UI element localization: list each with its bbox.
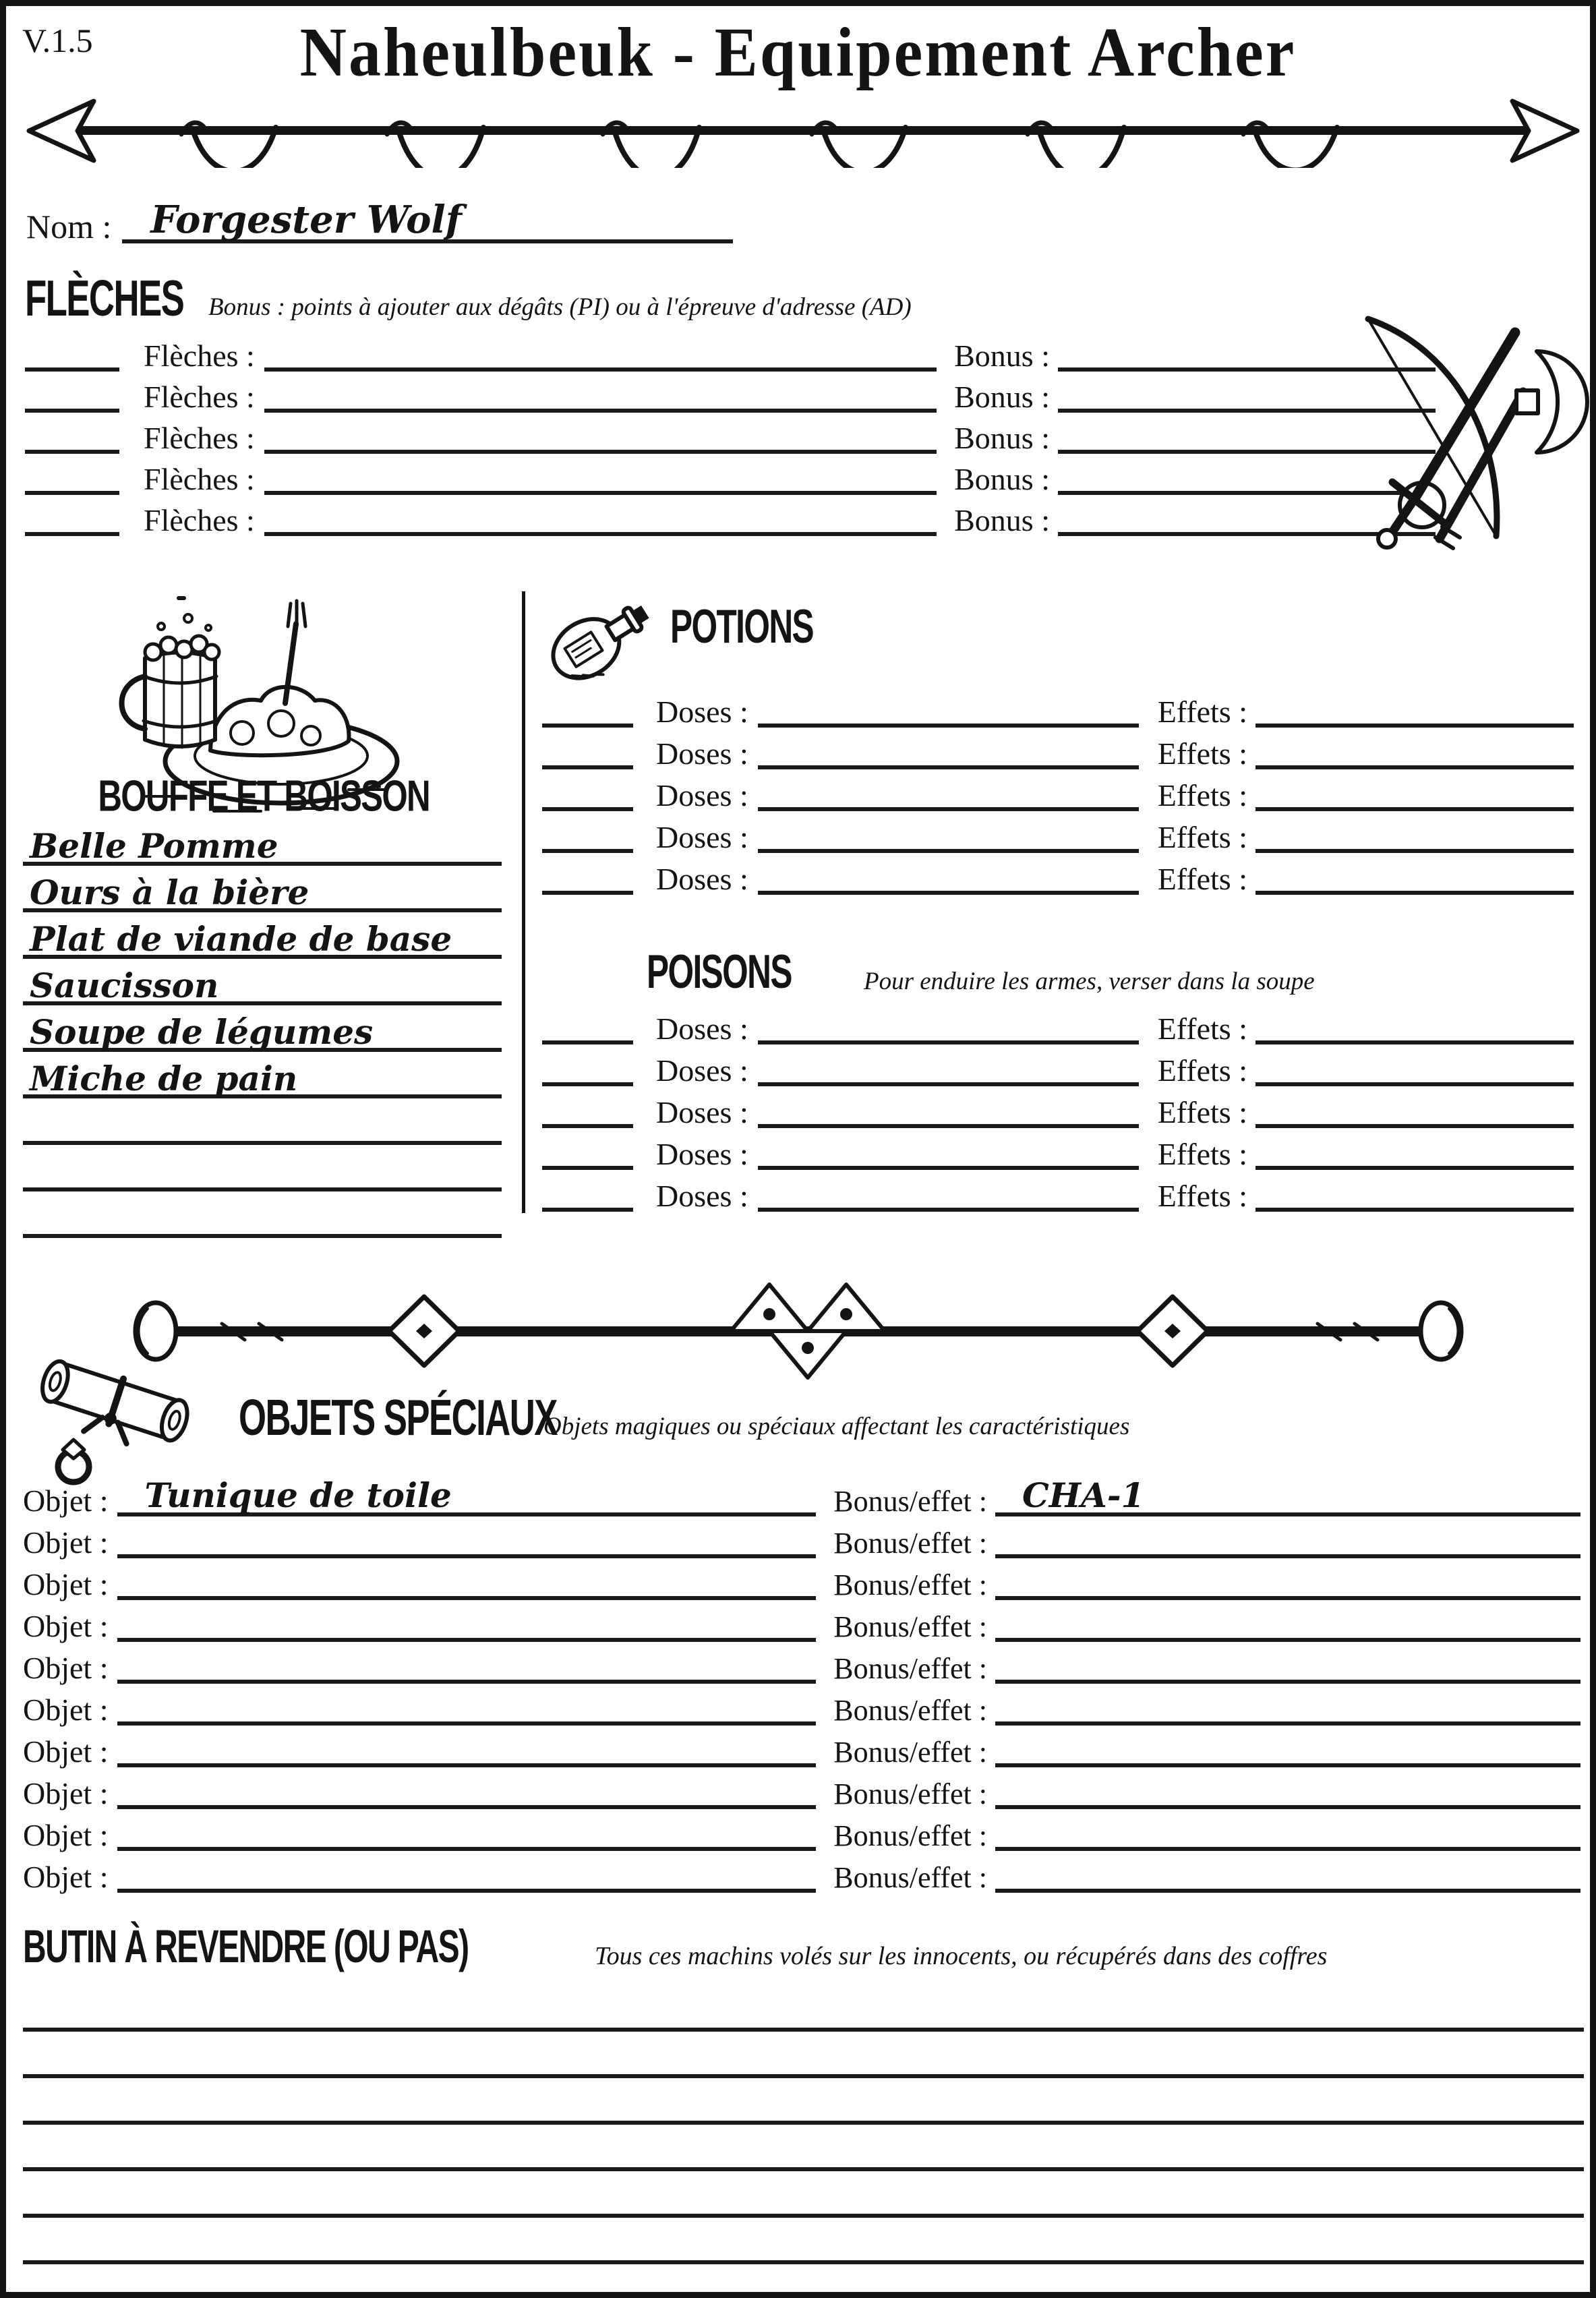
objet-label: Objet : <box>23 1525 109 1560</box>
fleches-row <box>25 413 1436 454</box>
butin-line <box>23 1985 1584 2032</box>
bouffe-line <box>23 866 502 912</box>
effets-value-line <box>1255 807 1574 811</box>
doses-label: Doses : <box>656 1137 748 1171</box>
staff-divider-icon <box>121 1266 1476 1404</box>
quantity-line <box>25 367 119 372</box>
potion-row <box>542 686 1574 728</box>
effets-label: Effets : <box>1157 1053 1247 1088</box>
objet-label: Objet : <box>23 1692 109 1727</box>
objet-row <box>23 1516 1580 1558</box>
doses-value-line <box>758 849 1139 853</box>
potion-row <box>542 853 1574 895</box>
objet-value-line <box>117 1763 816 1767</box>
name-label: Nom : <box>26 208 112 245</box>
objet-label: Objet : <box>23 1609 109 1643</box>
objet-row <box>23 1809 1580 1851</box>
fleches-value-line <box>264 367 937 372</box>
poisons-title: POISONS <box>647 945 792 999</box>
doses-label: Doses : <box>656 695 748 729</box>
poisons-subtitle: Pour enduire les armes, verser dans la soupe <box>864 968 1315 995</box>
objet-row <box>23 1600 1580 1642</box>
quantity-line <box>542 1082 633 1086</box>
objet-value-line <box>117 1596 816 1600</box>
doses-label: Doses : <box>656 736 748 771</box>
effets-label: Effets : <box>1157 1011 1247 1046</box>
quantity-line <box>25 491 119 495</box>
objet-value-line <box>117 1554 816 1558</box>
doses-value-line <box>758 1166 1139 1170</box>
doses-value-line <box>758 1040 1139 1044</box>
quantity-line <box>542 1124 633 1128</box>
name-field <box>26 196 733 243</box>
quantity-line <box>542 765 633 769</box>
name-line <box>122 196 733 243</box>
butin-title: BUTIN À REVENDRE (OU PAS) <box>23 1920 469 1972</box>
quantity-line <box>542 849 633 853</box>
effets-label: Effets : <box>1157 736 1247 771</box>
objet-value-line <box>117 1638 816 1642</box>
bonus-effet-value-line <box>995 1805 1580 1809</box>
bouffe-item: Plat de viande de base <box>30 919 452 959</box>
bonus-effet-value-line <box>995 1638 1580 1642</box>
crossed-weapons-icon <box>1326 304 1589 560</box>
objet-value-line <box>117 1721 816 1726</box>
effets-label: Effets : <box>1157 778 1247 813</box>
effets-label: Effets : <box>1157 862 1247 896</box>
effets-value-line <box>1255 1208 1574 1212</box>
quantity-line <box>25 450 119 454</box>
potions-section-header <box>670 600 849 655</box>
bonus-label: Bonus : <box>954 503 1050 537</box>
effets-label: Effets : <box>1157 1137 1247 1171</box>
effets-label: Effets : <box>1157 695 1247 729</box>
fleches-row <box>25 454 1436 495</box>
objet-label: Objet : <box>23 1483 109 1518</box>
quantity-line <box>542 1208 633 1212</box>
effets-value-line <box>1255 1082 1574 1086</box>
poisons-section-header <box>647 945 1315 1003</box>
fleches-value-line <box>264 450 937 454</box>
objet-row <box>23 1475 1580 1516</box>
bonus-effet-value-line <box>995 1596 1580 1600</box>
bonus-effet-label: Bonus/effet : <box>833 1610 987 1643</box>
name-value: Forgester Wolf <box>150 198 462 242</box>
bouffe-item: Ours à la bière <box>30 873 309 912</box>
doses-label: Doses : <box>656 1011 748 1046</box>
butin-line <box>23 2078 1584 2125</box>
objet-value-line <box>117 1889 816 1893</box>
objet-value-line <box>117 1475 816 1516</box>
bonus-label: Bonus : <box>954 380 1050 414</box>
quantity-line <box>542 891 633 895</box>
poison-row <box>542 1003 1574 1044</box>
quantity-line <box>25 409 119 413</box>
fleches-value-line <box>264 409 937 413</box>
doses-value-line <box>758 765 1139 769</box>
bouffe-item: Miche de pain <box>30 1059 298 1098</box>
objet-value-line <box>117 1805 816 1809</box>
bonus-effet-value-line <box>995 1763 1580 1767</box>
effets-value-line <box>1255 1040 1574 1044</box>
page-title: Naheulbeuk - Equipement Archer <box>299 13 1297 91</box>
bonus-label: Bonus : <box>954 462 1050 496</box>
bonus-effet-label: Bonus/effet : <box>833 1652 987 1685</box>
bonus-effet-label: Bonus/effet : <box>833 1736 987 1769</box>
bouffe-line <box>23 1098 502 1145</box>
potions-rows <box>542 686 1574 895</box>
bonus-effet-value-line <box>995 1721 1580 1726</box>
butin-line <box>23 2218 1584 2264</box>
objet-label: Objet : <box>23 1776 109 1810</box>
poison-row <box>542 1128 1574 1170</box>
objet-row <box>23 1851 1580 1893</box>
quantity-line <box>25 532 119 536</box>
quantity-line <box>542 807 633 811</box>
butin-line <box>23 2264 1584 2298</box>
column-divider <box>522 591 525 1213</box>
fleches-row-label: Flèches : <box>144 503 255 537</box>
quantity-line <box>542 1166 633 1170</box>
bouffe-item: Soupe de légumes <box>30 1012 374 1052</box>
bonus-effet-label: Bonus/effet : <box>833 1568 987 1601</box>
bonus-effet-value-line <box>995 1554 1580 1558</box>
bouffe-line <box>23 959 502 1005</box>
version-label: V.1.5 <box>22 22 93 59</box>
bouffe-line <box>23 1191 502 1238</box>
bonus-effet-label: Bonus/effet : <box>833 1527 987 1560</box>
objets-subtitle: Objets magiques ou spéciaux affectant les caractéristiques <box>543 1413 1130 1440</box>
fleches-row <box>25 495 1436 536</box>
scroll-and-ring-icon <box>14 1333 240 1492</box>
objet-label: Objet : <box>23 1860 109 1894</box>
doses-label: Doses : <box>656 862 748 896</box>
fleches-row <box>25 330 1436 372</box>
doses-label: Doses : <box>656 820 748 854</box>
doses-value-line <box>758 1082 1139 1086</box>
objet-row <box>23 1684 1580 1726</box>
bouffe-line <box>23 819 502 866</box>
doses-value-line <box>758 724 1139 728</box>
butin-section-header <box>23 1920 1328 1979</box>
doses-value-line <box>758 1208 1139 1212</box>
objet-value-line <box>117 1847 816 1851</box>
objet-label: Objet : <box>23 1567 109 1601</box>
doses-value-line <box>758 807 1139 811</box>
effets-label: Effets : <box>1157 1095 1247 1129</box>
fleches-row-label: Flèches : <box>144 421 255 455</box>
effets-value-line <box>1255 891 1574 895</box>
bouffe-line <box>23 1145 502 1191</box>
objet-row <box>23 1767 1580 1809</box>
fleches-row-label: Flèches : <box>144 380 255 414</box>
potion-bottle-icon <box>533 577 665 695</box>
bonus-effet-label: Bonus/effet : <box>833 1694 987 1727</box>
doses-value-line <box>758 1124 1139 1128</box>
fleches-rows <box>25 330 1436 536</box>
fleches-row-label: Flèches : <box>144 338 255 373</box>
effets-value-line <box>1255 765 1574 769</box>
objet-row <box>23 1642 1580 1684</box>
bonus-effet-value-line <box>995 1475 1580 1516</box>
effets-value-line <box>1255 849 1574 853</box>
butin-line <box>23 2125 1584 2171</box>
objet-row <box>23 1558 1580 1600</box>
bonus-effet-value: CHA-1 <box>1022 1475 1145 1515</box>
doses-label: Doses : <box>656 1179 748 1213</box>
bonus-effet-label: Bonus/effet : <box>833 1861 987 1894</box>
fleches-value-line <box>264 532 937 536</box>
objet-value-line <box>117 1680 816 1684</box>
bonus-effet-label: Bonus/effet : <box>833 1777 987 1810</box>
effets-label: Effets : <box>1157 1179 1247 1213</box>
bonus-effet-value-line <box>995 1680 1580 1684</box>
bonus-label: Bonus : <box>954 338 1050 373</box>
butin-subtitle: Tous ces machins volés sur les innocents, ou récupérés dans des coffres <box>595 1942 1328 1970</box>
potions-title: POTIONS <box>670 600 814 653</box>
bouffe-line <box>23 1005 502 1052</box>
effets-value-line <box>1255 1166 1574 1170</box>
quantity-line <box>542 1040 633 1044</box>
potion-row <box>542 769 1574 811</box>
effets-value-line <box>1255 724 1574 728</box>
fleches-row-label: Flèches : <box>144 462 255 496</box>
bouffe-title: BOUFFE ET BOISSON <box>98 771 430 821</box>
doses-value-line <box>758 891 1139 895</box>
bonus-effet-label: Bonus/effet : <box>833 1819 987 1852</box>
bonus-label: Bonus : <box>954 421 1050 455</box>
objets-section-header <box>239 1388 1130 1449</box>
butin-lines <box>23 1985 1584 2298</box>
butin-line <box>23 2032 1584 2078</box>
bouffe-item: Saucisson <box>30 966 219 1005</box>
fleches-subtitle: Bonus : points à ajouter aux dégâts (PI) ou à l'épreuve d'adresse (AD) <box>208 293 912 321</box>
doses-label: Doses : <box>656 1053 748 1088</box>
objets-title: OBJETS SPÉCIAUX <box>239 1388 557 1446</box>
potion-row <box>542 728 1574 769</box>
fleches-section-header <box>25 269 912 328</box>
butin-line <box>23 2171 1584 2218</box>
poison-row <box>542 1044 1574 1086</box>
fleches-title: FLÈCHES <box>25 269 184 326</box>
bonus-effet-value-line <box>995 1889 1580 1893</box>
objet-row <box>23 1726 1580 1767</box>
effets-label: Effets : <box>1157 820 1247 854</box>
fleches-row <box>25 372 1436 413</box>
doses-label: Doses : <box>656 1095 748 1129</box>
spear-divider-icon <box>21 92 1585 168</box>
bouffe-section-header <box>26 771 502 821</box>
objet-label: Objet : <box>23 1818 109 1852</box>
effets-value-line <box>1255 1124 1574 1128</box>
poisons-rows <box>542 1003 1574 1212</box>
bouffe-line <box>23 912 502 959</box>
objet-value: Tunique de toile <box>144 1475 452 1515</box>
objet-label: Objet : <box>23 1651 109 1685</box>
bouffe-line <box>23 1052 502 1098</box>
bonus-effet-label: Bonus/effet : <box>833 1485 987 1518</box>
fleches-value-line <box>264 491 937 495</box>
poison-row <box>542 1086 1574 1128</box>
objet-label: Objet : <box>23 1734 109 1769</box>
doses-label: Doses : <box>656 778 748 813</box>
poison-row <box>542 1170 1574 1212</box>
quantity-line <box>542 724 633 728</box>
objets-rows <box>23 1475 1580 1893</box>
bonus-effet-value-line <box>995 1847 1580 1851</box>
bouffe-item: Belle Pomme <box>30 826 278 866</box>
potion-row <box>542 811 1574 853</box>
bouffe-list <box>23 819 502 1238</box>
